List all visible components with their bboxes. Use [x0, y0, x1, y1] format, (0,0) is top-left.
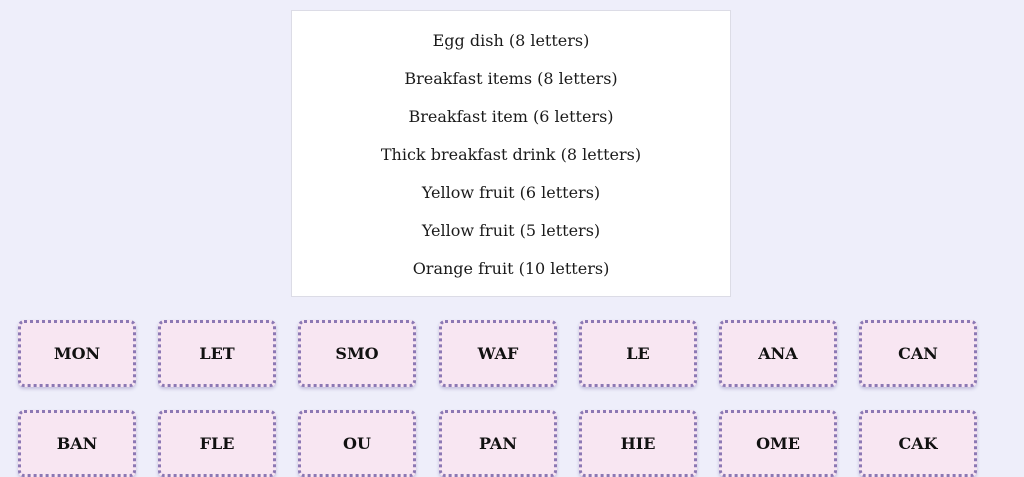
tile-let[interactable]: LET — [158, 320, 276, 387]
tile-fle[interactable]: FLE — [158, 410, 276, 477]
clue-2: Breakfast items (8 letters) — [404, 69, 618, 88]
tile-ou[interactable]: OU — [298, 410, 416, 477]
tile-ban[interactable]: BAN — [18, 410, 136, 477]
clue-4: Thick breakfast drink (8 letters) — [380, 145, 642, 164]
tile-le[interactable]: LE — [579, 320, 697, 387]
clue-panel — [291, 10, 731, 297]
tile-cak[interactable]: CAK — [859, 410, 977, 477]
tile-waf[interactable]: WAF — [439, 320, 557, 387]
tile-ome[interactable]: OME — [719, 410, 837, 477]
tile-smo[interactable]: SMO — [298, 320, 416, 387]
clue-1: Egg dish (8 letters) — [432, 31, 590, 50]
tile-ana[interactable]: ANA — [719, 320, 837, 387]
tile-can[interactable]: CAN — [859, 320, 977, 387]
tile-mon[interactable]: MON — [18, 320, 136, 387]
tile-pan[interactable]: PAN — [439, 410, 557, 477]
tile-hie[interactable]: HIE — [579, 410, 697, 477]
clue-5: Yellow fruit (6 letters) — [421, 183, 601, 202]
clue-6: Yellow fruit (5 letters) — [421, 221, 601, 240]
clue-3: Breakfast item (6 letters) — [408, 107, 614, 126]
clue-7: Orange fruit (10 letters) — [412, 259, 610, 278]
